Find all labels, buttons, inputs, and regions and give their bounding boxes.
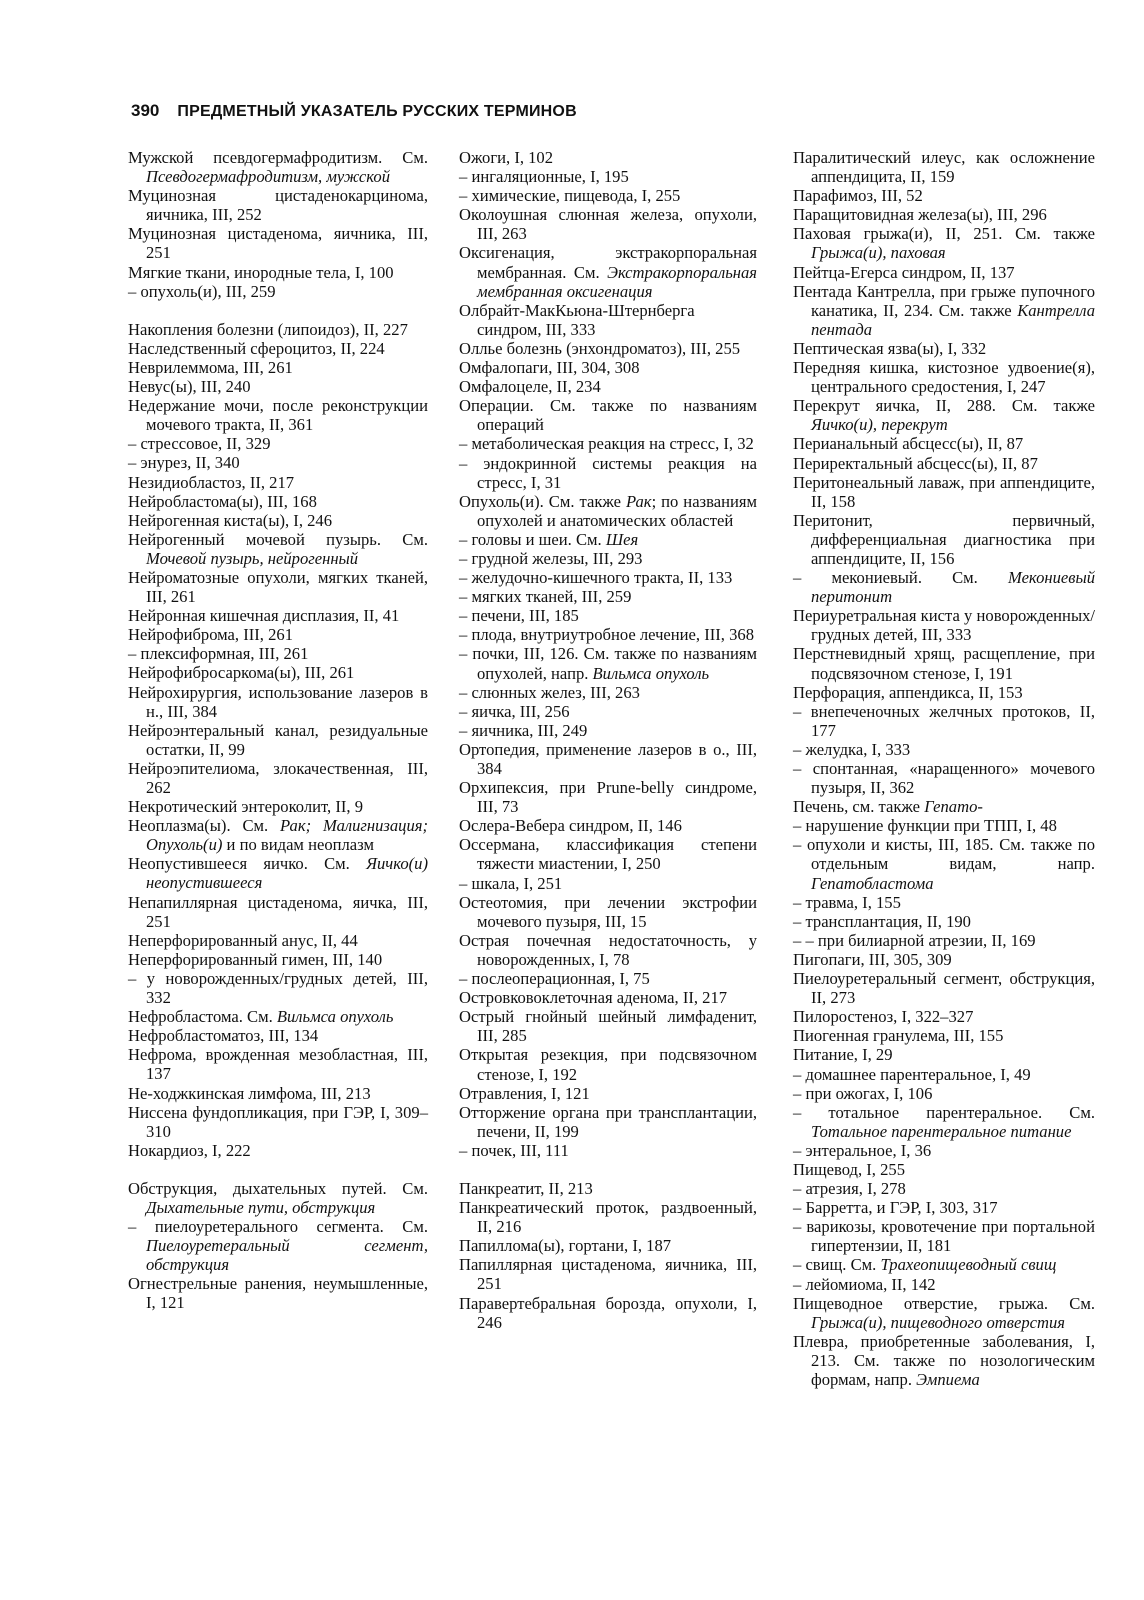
entry-text: Нейрофиброма, III, 261 (128, 625, 293, 645)
entry-text: Недержание мочи, после реконструкции мочевого тракта, II, 361 (128, 396, 428, 435)
entry-text: – внепеченочных желчных протоков, II, 177 (793, 701, 1095, 740)
entry-text: Нейрогенный мочевой пузырь. См. (128, 529, 428, 549)
entry-text: Нейроэпителиома, злокачественная, III, 262 (128, 758, 428, 797)
index-entry (128, 1084, 428, 1103)
index-entry (459, 969, 757, 988)
index-entry (459, 740, 757, 778)
index-entry (459, 530, 757, 549)
index-entry (793, 759, 1095, 797)
entry-text: Муцинозная цистаденома, яичника, III, 251 (128, 224, 428, 263)
index-entry (793, 1084, 1095, 1103)
entry-text: Периуретральная киста у новорожденных/грудных детей, III, 333 (793, 606, 1095, 645)
index-entry (459, 243, 757, 300)
index-entry (793, 263, 1095, 282)
index-entry (793, 893, 1095, 912)
index-entry (459, 454, 757, 492)
cross-reference: Мочевой пузырь, нейрогенный (146, 548, 359, 568)
entry-text: – пиелоуретерального сегмента. См. (128, 1217, 428, 1237)
index-entry (459, 683, 757, 702)
index-entry (128, 1141, 428, 1160)
index-entry (459, 549, 757, 568)
index-entry (793, 912, 1095, 931)
entry-text: Непапиллярная цистаденома, яичка, III, 251 (128, 892, 428, 931)
cross-reference: Гепатобластома (811, 873, 934, 893)
index-entry (459, 988, 757, 1007)
entry-text: Пиелоуретеральный сегмент, обструкция, II, 273 (793, 969, 1095, 1008)
index-entry (128, 453, 428, 472)
entry-text: Нейроэнтеральный канал, резидуальные остатки, II, 99 (128, 720, 428, 759)
entry-text: Перекрут яичка, II, 288. См. также (793, 396, 1095, 416)
index-entry (459, 148, 757, 167)
index-entry (128, 1103, 428, 1141)
index-entry (128, 1274, 428, 1312)
entry-text: Нефробластома. См. (128, 1007, 277, 1027)
index-entry (128, 797, 428, 816)
entry-text: – мягких тканей, III, 259 (459, 587, 632, 607)
entry-text: Открытая резекция, при подсвязочном стенозе, I, 192 (459, 1045, 757, 1084)
index-entry (128, 1217, 428, 1274)
index-entry (793, 931, 1095, 950)
index-entry (793, 683, 1095, 702)
cross-reference: Псевдогермафродитизм, мужской (146, 167, 390, 187)
entry-text: Отторжение органа при трансплантации, печени, II, 199 (459, 1102, 757, 1141)
index-entry (793, 1026, 1095, 1045)
entry-text: Перитонит, первичный, дифференциальная диагностика при аппендиците, II, 156 (793, 510, 1095, 568)
index-entry (793, 1141, 1095, 1160)
index-entry (793, 1065, 1095, 1084)
entry-text: Ожоги, I, 102 (459, 148, 554, 167)
index-entry (793, 644, 1095, 682)
entry-text: Панкреатит, II, 213 (459, 1178, 593, 1198)
index-entry (128, 1179, 428, 1217)
entry-text: – при ожогах, I, 106 (793, 1083, 933, 1103)
index-entry (793, 1160, 1095, 1179)
index-entry (128, 854, 428, 892)
entry-text: Паховая грыжа(и), II, 251. См. также (793, 224, 1095, 244)
index-entry (128, 893, 428, 931)
entry-text: Нокардиоз, I, 222 (128, 1140, 251, 1160)
entry-text: Не-ходжкинская лимфома, III, 213 (128, 1083, 371, 1103)
index-entry (128, 530, 428, 568)
index-entry (459, 1084, 757, 1103)
index-entry (793, 950, 1095, 969)
entry-text: Пищевод, I, 255 (793, 1159, 905, 1179)
entry-text: Перфорация, аппендикса, II, 153 (793, 682, 1023, 702)
entry-text: Оксигенация, экстракорпоральная мембранная. См. (459, 243, 757, 282)
entry-text: – печени, III, 185 (459, 606, 579, 626)
entry-text: – у новорожденных/грудных детей, III, 332 (128, 968, 428, 1008)
entry-text: Пептическая язва(ы), I, 332 (793, 338, 987, 358)
cross-reference: Трахеопищеводный свищ (880, 1255, 1057, 1275)
index-entry (459, 893, 757, 931)
entry-text: – трансплантация, II, 190 (793, 911, 971, 931)
index-entry (128, 473, 428, 492)
entry-text: – послеоперационная, I, 75 (459, 969, 650, 989)
index-entry (459, 1179, 757, 1198)
index-column-3 (793, 148, 1095, 1389)
entry-text: Неоплазма(ы). См. (128, 816, 281, 836)
entry-text: – шкала, I, 251 (459, 873, 563, 893)
entry-text: Невус(ы), III, 240 (128, 377, 251, 397)
index-entry (793, 511, 1095, 568)
entry-text: Острый гнойный шейный лимфаденит, III, 285 (459, 1007, 757, 1046)
entry-text: Печень, см. также (793, 797, 925, 817)
entry-text: Острая почечная недостаточность, у новорожденных, I, 78 (459, 930, 757, 969)
index-entry (459, 339, 757, 358)
index-entry (793, 1294, 1095, 1332)
entry-text: Некротический энтероколит, II, 9 (128, 797, 363, 817)
entry-text: – яичка, III, 256 (459, 701, 570, 721)
index-entry (128, 224, 428, 262)
index-entry (459, 702, 757, 721)
index-entry (459, 568, 757, 587)
entry-text: Омфалопаги, III, 304, 308 (459, 358, 640, 378)
cross-reference: Грыжа(и), пищеводного отверстия (811, 1312, 1065, 1332)
entry-text: Нейробластома(ы), III, 168 (128, 491, 317, 511)
entry-text: Нейрохирургия, использование лазеров в н., III, 384 (128, 682, 428, 721)
index-entry (459, 434, 757, 453)
index-entry (459, 606, 757, 625)
entry-text: Нефробластоматоз, III, 134 (128, 1026, 319, 1046)
index-entry (793, 148, 1095, 186)
index-entry (128, 816, 428, 854)
entry-text: – желудка, I, 333 (793, 739, 911, 759)
index-entry (793, 224, 1095, 262)
entry-text: – эндокринной системы реакция на стресс, I, 31 (459, 453, 757, 492)
entry-text: Парафимоз, III, 52 (793, 186, 923, 206)
cross-reference: Дыхательные пути, обструкция (146, 1197, 376, 1217)
entry-text: – почки, III, 126. См. также по названиям опухолей, напр. (459, 644, 757, 683)
index-entry (128, 663, 428, 682)
section-gap (128, 1160, 428, 1179)
index-column-2 (459, 148, 757, 1332)
entry-text: Передняя кишка, кистозное удвоение(я), центрального средостения, I, 247 (793, 358, 1095, 397)
index-entry (793, 835, 1095, 892)
index-entry (793, 1045, 1095, 1064)
cross-reference: Пиелоуретеральный сегмент, обструкция (146, 1236, 428, 1275)
section-gap (459, 1160, 757, 1179)
entry-text: – химические, пищевода, I, 255 (459, 186, 681, 206)
index-entry (459, 492, 757, 530)
entry-text: Папиллома(ы), гортани, I, 187 (459, 1236, 672, 1256)
cross-reference: Мекониевый перитонит (811, 568, 1095, 607)
entry-text: Паравертебральная борозда, опухоли, I, 246 (459, 1293, 757, 1332)
index-entry (128, 148, 428, 186)
index-entry (459, 377, 757, 396)
entry-text: Мужской псевдогермафродитизм. См. (128, 148, 428, 167)
index-entry (793, 1332, 1095, 1389)
entry-text: Питание, I, 29 (793, 1045, 893, 1065)
entry-text: – варикозы, кровотечение при портальной гипертензии, II, 181 (793, 1217, 1095, 1256)
index-entry (128, 339, 428, 358)
entry-text: – ингаляционные, I, 195 (459, 167, 629, 187)
index-entry (128, 511, 428, 530)
entry-text: – яичника, III, 249 (459, 720, 588, 740)
index-entry (793, 205, 1095, 224)
cross-reference: Тотальное парентеральное питание (811, 1121, 1072, 1141)
entry-text: Обструкция, дыхательных путей. См. (128, 1178, 428, 1198)
index-entry (793, 797, 1095, 816)
entry-text: – почек, III, 111 (459, 1140, 569, 1160)
index-entry (128, 969, 428, 1007)
index-entry (793, 396, 1095, 434)
index-entry (793, 1198, 1095, 1217)
index-entry (459, 721, 757, 740)
page-title: ПРЕДМЕТНЫЙ УКАЗАТЕЛЬ РУССКИХ ТЕРМИНОВ (177, 103, 577, 120)
entry-text: Накопления болезни (липоидоз), II, 227 (128, 319, 408, 339)
index-entry (459, 1141, 757, 1160)
index-entry (793, 1275, 1095, 1294)
entry-text: Перианальный абсцесс(ы), II, 87 (793, 434, 1024, 454)
index-entry (459, 301, 757, 339)
entry-text: Нейронная кишечная дисплазия, II, 41 (128, 606, 400, 626)
index-entry (128, 1007, 428, 1026)
index-entry (793, 816, 1095, 835)
entry-text: Неперфорированный гимен, III, 140 (128, 949, 383, 969)
entry-text: – домашнее парентеральное, I, 49 (793, 1064, 1031, 1084)
entry-text: Пигопаги, III, 305, 309 (793, 949, 952, 969)
index-entry (793, 1103, 1095, 1141)
index-entry (793, 702, 1095, 740)
entry-text: – энтеральное, I, 36 (793, 1140, 932, 1160)
entry-text: Пейтца-Егерса синдром, II, 137 (793, 262, 1015, 282)
entry-text: – плексиформная, III, 261 (128, 644, 309, 664)
entry-text: Муцинозная цистаденокарцинома, яичника, III, 252 (128, 186, 428, 225)
entry-text: Ослера-Вебера синдром, II, 146 (459, 816, 682, 836)
index-entry (793, 434, 1095, 453)
entry-text: Омфалоцеле, II, 234 (459, 377, 601, 397)
index-entry (128, 186, 428, 224)
index-entry (128, 320, 428, 339)
cross-reference: Гепато- (924, 797, 983, 817)
entry-text: – головы и шеи. См. (459, 529, 606, 549)
index-entry (793, 1007, 1095, 1026)
section-gap (128, 301, 428, 320)
index-entry (793, 740, 1095, 759)
entry-text: Остеотомия, при лечении экстрофии мочевого пузыря, III, 15 (459, 892, 757, 931)
entry-text: Орхипексия, при Prune-belly синдроме, III, 73 (459, 778, 757, 817)
index-entry (793, 454, 1095, 473)
entry-text: Паралитический илеус, как осложнение аппендицита, II, 159 (793, 148, 1095, 187)
entry-text: и по видам неоплазм (222, 835, 374, 855)
entry-text: – травма, I, 155 (793, 892, 901, 912)
cross-reference: Кантрелла пентада (811, 300, 1095, 339)
index-entry (459, 1103, 757, 1141)
index-entry (459, 396, 757, 434)
entry-text: Периректальный абсцесс(ы), II, 87 (793, 453, 1038, 473)
cross-reference: Шея (605, 529, 639, 549)
index-entry (128, 263, 428, 282)
cross-reference: Вильмса опухоль (276, 1007, 394, 1027)
index-entry (459, 931, 757, 969)
cross-reference: Эмпиема (916, 1370, 980, 1389)
index-entry (459, 625, 757, 644)
index-entry (793, 1217, 1095, 1255)
index-entry (793, 473, 1095, 511)
entry-text: ; по названиям опухолей и анатомических областей (477, 491, 757, 530)
entry-text: Нейрогенная киста(ы), I, 246 (128, 510, 333, 530)
entry-text: Операции. См. также по названиям операций (459, 396, 757, 435)
entry-text: Плевра, приобретенные заболевания, I, 213. См. также по нозологическим формам, напр. (793, 1331, 1095, 1389)
entry-text: Неврилеммома, III, 261 (128, 357, 293, 377)
entry-text: – атрезия, I, 278 (793, 1179, 906, 1199)
index-entry (793, 282, 1095, 339)
entry-text: Ниссена фундопликация, при ГЭР, I, 309–310 (128, 1102, 428, 1141)
entry-text: – слюнных желез, III, 263 (459, 682, 640, 702)
entry-text: – стрессовое, II, 329 (128, 434, 271, 454)
entry-text: Панкреатический проток, раздвоенный, II, 216 (459, 1198, 757, 1237)
entry-text: Неопустившееся яичко. См. (128, 854, 367, 874)
cross-reference: Яичко(и), перекрут (811, 415, 948, 435)
index-entry (128, 759, 428, 797)
index-entry (128, 492, 428, 511)
entry-text: Неперфорированный анус, II, 44 (128, 930, 358, 950)
index-entry (128, 644, 428, 663)
index-entry (128, 625, 428, 644)
index-entry (459, 186, 757, 205)
entry-text: – тотальное парентеральное. См. (793, 1102, 1095, 1122)
index-entry (459, 835, 757, 873)
entry-text: Островковоклеточная аденома, II, 217 (459, 988, 728, 1008)
cross-reference: Рак; Малигнизация; Опухоль(и) (146, 816, 429, 855)
index-entry (793, 339, 1095, 358)
index-entry (793, 1179, 1095, 1198)
index-entry (128, 1026, 428, 1045)
index-entry (793, 1255, 1095, 1274)
entry-text: – спонтанная, «наращенного» мочевого пузыря, II, 362 (793, 759, 1095, 798)
entry-text: – грудной железы, III, 293 (459, 548, 643, 568)
entry-text: Опухоль(и). См. также (459, 491, 626, 511)
entry-text: – мекониевый. См. (793, 568, 1008, 588)
entry-text: Перстневидный хрящ, расщепление, при подсвязочном стенозе, I, 191 (793, 644, 1095, 683)
page-number: 390 (131, 101, 160, 120)
entry-text: Огнестрельные ранения, неумышленные, I, 121 (128, 1274, 428, 1313)
entry-text: Ортопедия, применение лазеров в о., III, 384 (459, 739, 757, 778)
cross-reference: Рак (625, 491, 652, 511)
index-entry (128, 683, 428, 721)
index-entry (459, 1045, 757, 1083)
index-entry (128, 950, 428, 969)
index-entry (459, 587, 757, 606)
entry-text: Околоушная слюнная железа, опухоли, III, 263 (459, 205, 757, 244)
index-entry (459, 816, 757, 835)
entry-text: Пентада Кантрелла, при грыже пупочного канатика, II, 234. См. также (793, 281, 1095, 320)
entry-text: Отравления, I, 121 (459, 1083, 590, 1103)
index-entry (128, 721, 428, 759)
entry-text: Папиллярная цистаденома, яичника, III, 251 (459, 1255, 757, 1294)
index-entry (793, 568, 1095, 606)
index-entry (128, 377, 428, 396)
index-entry (459, 1294, 757, 1332)
entry-text: – желудочно-кишечного тракта, II, 133 (459, 568, 733, 588)
entry-text: Олльe болезнь (энхондроматоз), III, 255 (459, 338, 741, 358)
entry-text: – лейомиома, II, 142 (793, 1274, 936, 1294)
index-entry (793, 358, 1095, 396)
entry-text: – свищ. См. (793, 1255, 881, 1275)
entry-text: Пиогенная гранулема, III, 155 (793, 1026, 1004, 1046)
index-entry (128, 434, 428, 453)
index-entry (128, 1045, 428, 1083)
entry-text: Нефрома, врожденная мезобластная, III, 137 (128, 1045, 428, 1084)
entry-text: – нарушение функции при ТПП, I, 48 (793, 816, 1057, 836)
index-entry (128, 606, 428, 625)
index-entry (459, 644, 757, 682)
index-entry (459, 874, 757, 893)
index-entry (128, 931, 428, 950)
index-column-1 (128, 148, 428, 1313)
entry-text: – опухоли и кисты, III, 185. См. также по отдельным видам, напр. (793, 835, 1095, 874)
index-entry (459, 167, 757, 186)
entry-text: – энурез, II, 340 (128, 453, 240, 473)
entry-text: Наследственный сфероцитоз, II, 224 (128, 338, 385, 358)
index-entry (128, 282, 428, 301)
index-entry (459, 1007, 757, 1045)
index-entry (459, 1255, 757, 1293)
index-entry (459, 358, 757, 377)
cross-reference: Экстракорпоральная мембранная оксигенация (477, 262, 757, 301)
index-entry (793, 606, 1095, 644)
entry-text: – опухоль(и), III, 259 (128, 281, 276, 301)
entry-text: Олбрайт-МакКьюна-Штернберга синдром, III, 333 (459, 300, 695, 339)
entry-text: – метаболическая реакция на стресс, I, 32 (459, 434, 754, 454)
entry-text: Нейрофибросаркома(ы), III, 261 (128, 663, 355, 683)
index-entry (128, 568, 428, 606)
entry-text: – – при билиарной атрезии, II, 169 (793, 930, 1036, 950)
entry-text: Перитонеальный лаваж, при аппендиците, II, 158 (793, 472, 1095, 511)
index-entry (793, 969, 1095, 1007)
entry-text: Нейроматозные опухоли, мягких тканей, III, 261 (128, 567, 428, 607)
entry-text: – плода, внутриутробное лечение, III, 368 (459, 625, 754, 645)
index-entry (793, 186, 1095, 205)
entry-text: – Барретта, и ГЭР, I, 303, 317 (793, 1198, 998, 1218)
entry-text: Пищеводное отверстие, грыжа. См. (793, 1293, 1095, 1313)
entry-text: Незидиобластоз, II, 217 (128, 472, 295, 492)
page-header (131, 101, 577, 129)
index-entry (459, 1236, 757, 1255)
index-entry (459, 1198, 757, 1236)
entry-text: Пилоростеноз, I, 322–327 (793, 1007, 974, 1027)
index-entry (128, 396, 428, 434)
entry-text: Мягкие ткани, инородные тела, I, 100 (128, 262, 394, 282)
index-entry (459, 205, 757, 243)
index-entry (128, 358, 428, 377)
cross-reference: Яичко(и) неопустившееся (146, 854, 428, 893)
entry-text: Паращитовидная железа(ы), III, 296 (793, 205, 1047, 225)
cross-reference: Вильмса опухоль (592, 663, 710, 683)
cross-reference: Грыжа(и), паховая (811, 243, 946, 263)
index-entry (459, 778, 757, 816)
entry-text: Оссермана, классификация степени тяжести миастении, I, 250 (459, 835, 757, 874)
